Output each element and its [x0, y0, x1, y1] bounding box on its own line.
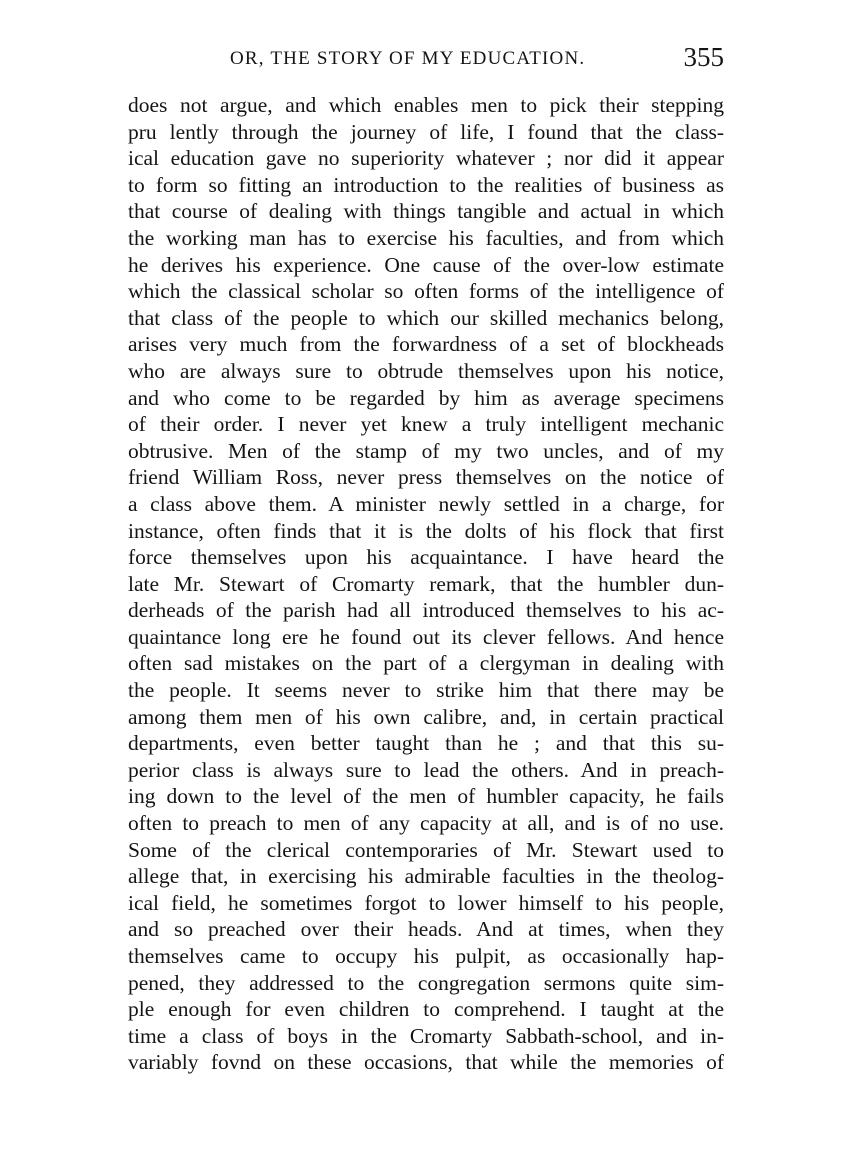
- text-line: to form so fitting an introduction to the realities of business as: [128, 172, 724, 197]
- text-line: themselves came to occupy his pulpit, as occasionally hap-: [128, 944, 724, 968]
- text-line: ical education gave no superiority whatever ; nor did it appear: [128, 146, 724, 171]
- text-line: force themselves upon his acquaintance. I have heard the: [128, 545, 724, 570]
- text-line: who are always sure to obtrude themselves upon his notice,: [128, 358, 724, 383]
- text-line: derheads of the parish had all introduced themselves to his ac-: [128, 598, 724, 623]
- text-line: allege that, in exercising his admirable faculties in the theolog-: [128, 864, 724, 889]
- running-title: OR, THE STORY OF MY EDUCATION.: [230, 48, 586, 69]
- text-line: ple enough for even children to comprehend. I taught at the: [128, 997, 724, 1022]
- text-line: departments, even better taught than he ; and that this su-: [128, 731, 724, 756]
- body-text: [128, 92, 724, 1076]
- text-line: instance, often finds that it is the dolts of his flock that first: [128, 518, 724, 543]
- text-line: often sad mistakes on the part of a clergyman in dealing with: [128, 651, 724, 676]
- text-line: quaintance long ere he found out its clever fellows. And hence: [128, 624, 724, 649]
- text-line: often to preach to men of any capacity at all, and is of no use.: [128, 811, 724, 836]
- text-line: variably fovnd on these occasions, that while the memories of: [128, 1050, 724, 1075]
- text-line: pened, they addressed to the congregation sermons quite sim-: [128, 970, 724, 995]
- text-line: arises very much from the forwardness of a set of blockheads: [128, 332, 724, 357]
- text-line: late Mr. Stewart of Cromarty remark, that the humbler dun-: [128, 571, 724, 596]
- text-line: a class above them. A minister newly settled in a charge, for: [128, 491, 724, 516]
- text-line: of their order. I never yet knew a truly intelligent mechanic: [128, 412, 724, 437]
- text-line: which the classical scholar so often forms of the intelligence of: [128, 279, 724, 304]
- text-line: perior class is always sure to lead the others. And in preach-: [128, 757, 724, 782]
- text-line: the people. It seems never to strike him that there may be: [128, 678, 724, 703]
- text-line: that course of dealing with things tangible and actual in which: [128, 199, 724, 224]
- text-line: the working man has to exercise his faculties, and from which: [128, 225, 724, 250]
- text-line: pru lently through the journey of life, I found that the class-: [128, 119, 724, 144]
- running-header: [128, 42, 724, 78]
- text-line: ing down to the level of the men of humbler capacity, he fails: [128, 784, 724, 809]
- text-line: and so preached over their heads. And at times, when they: [128, 917, 724, 942]
- text-line: obtrusive. Men of the stamp of my two uncles, and of my: [128, 438, 724, 463]
- text-line: Some of the clerical contemporaries of Mr. Stewart used to: [128, 837, 724, 862]
- text-line: ical field, he sometimes forgot to lower himself to his people,: [128, 890, 724, 915]
- text-line: among them men of his own calibre, and, in certain practical: [128, 704, 724, 729]
- page-number: 355: [683, 42, 724, 72]
- text-line: and who come to be regarded by him as average specimens: [128, 385, 724, 410]
- text-line: that class of the people to which our skilled mechanics belong,: [128, 305, 724, 330]
- text-line: he derives his experience. One cause of the over-low estimate: [128, 252, 724, 277]
- text-line: friend William Ross, never press themselves on the notice of: [128, 465, 724, 490]
- text-line: time a class of boys in the Cromarty Sabbath-school, and in-: [128, 1023, 724, 1048]
- text-line: does not argue, and which enables men to pick their stepping: [128, 93, 724, 117]
